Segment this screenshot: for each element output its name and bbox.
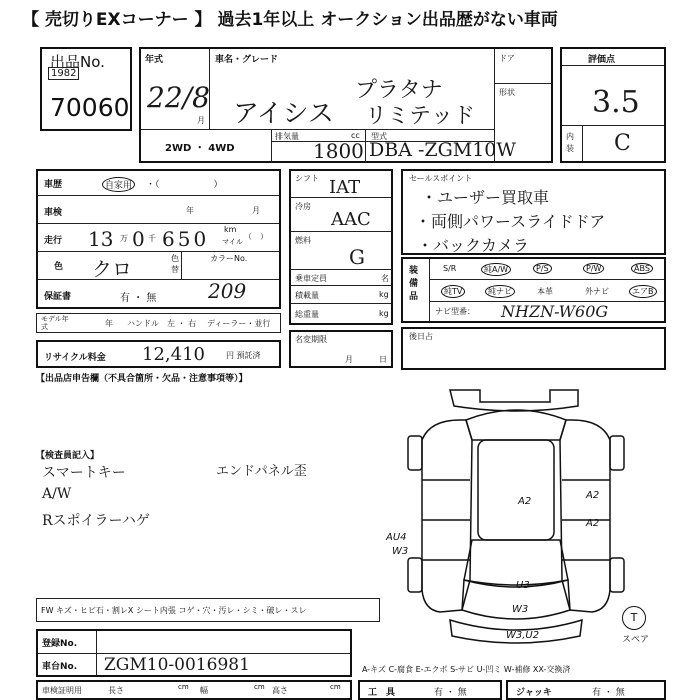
tools-value: 有 ・ 無: [434, 688, 467, 698]
year-label: 年式: [145, 55, 164, 65]
model-label: 車名・グレード: [215, 55, 279, 65]
load-label: 積載量: [295, 291, 319, 300]
namechange-label: 名変期限: [295, 335, 327, 344]
modelyear-label: モデル年式: [41, 315, 69, 331]
equipment-box: [401, 257, 666, 323]
shift-value: IAT: [329, 177, 361, 198]
type-value: DBA -ZGM10W: [369, 139, 516, 161]
spare-label: スペア: [622, 635, 650, 645]
seller-label: 【出品店申告欄（不具合箇所・欠品・注意事項等）】: [36, 374, 248, 384]
namechange-box: [289, 330, 393, 368]
chassis-value: ZGM10-0016981: [104, 655, 250, 675]
history-box: [36, 169, 281, 309]
equip-abs: ABS: [631, 263, 653, 274]
equip-extnavi: 外ナビ: [585, 287, 609, 296]
jack-label: ジャッキ: [516, 688, 552, 698]
year-unit: 月: [197, 116, 205, 125]
color-code-label: カラーNo.: [210, 254, 248, 263]
capacity-unit: 名: [381, 274, 389, 283]
ac-label: 冷房: [295, 202, 311, 211]
inspector-note-2: A/W: [42, 486, 72, 502]
inspection-year: 年: [186, 206, 194, 215]
drive-label: 2WD ・ 4WD: [165, 143, 235, 154]
lot-box: [40, 47, 132, 131]
after-label: 後日占: [409, 332, 433, 341]
inspector-note-3: Rスポイラーハゲ: [42, 513, 150, 529]
equip-ps: P/S: [533, 263, 552, 274]
after-box: [401, 327, 666, 370]
certificate-box: [36, 680, 352, 700]
score-value: 3.5: [592, 85, 640, 120]
interior-value: C: [614, 131, 631, 156]
year-value: 22/8: [147, 81, 210, 114]
inspector-note-right: エンドパネル歪: [216, 464, 307, 479]
equipment-label: 装備品: [409, 266, 419, 302]
recycle-unit: 円 預託済: [226, 351, 261, 360]
inspector-note-1: スマートキー: [42, 465, 126, 481]
color-code: 209: [208, 279, 247, 303]
mark-u3: U3: [516, 580, 530, 591]
cert-cm3: cm: [330, 683, 341, 691]
mileage-man-unit: 万: [120, 234, 128, 243]
recycle-box: [36, 340, 281, 368]
equip-navi: 純ナビ: [485, 285, 515, 298]
lot-label: 出品No.: [50, 53, 105, 71]
score-label: 評価点: [588, 55, 616, 65]
fuel-value: G: [349, 245, 365, 269]
mileage-sen: 千: [148, 234, 156, 243]
score-box: [560, 47, 666, 163]
equip-airbag: エアB: [629, 285, 657, 298]
recycle-label: リサイクル料金: [44, 353, 106, 363]
warranty-value: 有 ・ 無: [120, 293, 157, 304]
equip-sr: S/R: [443, 264, 457, 273]
cert-cm1: cm: [178, 683, 189, 691]
spare-icon: T: [622, 606, 646, 630]
equip-tv: 純TV: [441, 285, 465, 298]
sales-label: セールスポイント: [409, 174, 473, 183]
mark-w3-u2: W3,U2: [506, 630, 540, 641]
history-paren: ・（ ）: [146, 180, 223, 190]
mileage-zero: 0: [132, 227, 145, 251]
color-change-label: 色替: [171, 254, 179, 274]
load-unit: kg: [379, 290, 389, 299]
capacity-label: 乗車定員: [295, 274, 327, 283]
history-label: 車歴: [44, 180, 63, 190]
interior-label: 内装: [566, 132, 574, 153]
mark-a2-center: A2: [518, 496, 532, 507]
shift-label: シフト: [295, 174, 319, 183]
mark-a2-right-1: A2: [586, 490, 600, 501]
equip-aw: 純A/W: [481, 263, 511, 276]
recycle-value: 12,410: [142, 344, 205, 365]
chassis-label: 車台No.: [42, 662, 78, 672]
sales-box: [401, 169, 666, 255]
damage-legend-text: FW キズ・ヒビ石・割レX シート内張 コゲ・穴・汚レ・シミ・破レ・スレ: [41, 606, 307, 615]
weight-unit: kg: [379, 309, 389, 318]
displacement-value: 1800: [313, 139, 364, 163]
color-label: 色: [54, 262, 64, 272]
vehicle-box: [139, 47, 553, 163]
inspector-label: 【検査員記入】: [36, 451, 100, 461]
mileage-km: km: [224, 225, 237, 234]
inspection-label: 車検: [44, 208, 63, 218]
model-name: アイシス: [233, 99, 334, 129]
mileage-man: 13: [88, 227, 114, 251]
sales-line-1: ・ユーザー買取車: [421, 188, 550, 207]
equip-leather: 本革: [537, 287, 553, 296]
mileage-paren: （ ）: [244, 232, 268, 241]
mileage-label: 走行: [44, 236, 63, 246]
ac-value: AAC: [331, 209, 371, 230]
modelyear-year: 年: [105, 319, 113, 328]
type-label: 型式: [371, 132, 387, 141]
namechange-unit: 月: [345, 355, 353, 364]
cert-length: 長さ: [108, 686, 124, 695]
mark-au4: AU4: [386, 532, 407, 543]
modelyear-handle: ハンドル 左 ・ 右: [127, 319, 197, 328]
sales-line-3: ・バックカメラ: [417, 236, 530, 255]
mark-w3-rear: W3: [512, 604, 529, 615]
displacement-label: 排気量: [275, 132, 299, 141]
car-diagram: [386, 380, 660, 650]
mileage-rest: 650: [162, 227, 210, 251]
certificate-label: 車検証明用: [42, 686, 82, 695]
tools-label: 工 具: [368, 688, 396, 698]
inspection-month: 月: [252, 206, 260, 215]
legend2-text: A-キズ C-腐食 E-エクボ S-サビ U-凹ミ W-補修 XX-交換済: [362, 665, 571, 674]
model-grade1: プラタナ: [355, 78, 443, 103]
damage-legend-row: [36, 598, 380, 622]
tools-box: [358, 680, 502, 700]
register-box: [36, 629, 352, 677]
cert-height: 高さ: [272, 686, 288, 695]
model-grade2: リミテッド: [365, 104, 476, 129]
modelyear-row: [36, 313, 281, 333]
register-label: 登録No.: [42, 639, 78, 649]
navi-label: ナビ型番：: [435, 307, 475, 316]
navi-value: NHZN-W60G: [501, 302, 609, 321]
mark-w3-left: W3: [392, 546, 409, 557]
jack-box: [506, 680, 666, 700]
color-value: クロ: [92, 257, 132, 281]
cert-cm2: cm: [254, 683, 265, 691]
header-title: 【 売切りEXコーナー 】 過去1年以上 オークション出品歴がない車両: [22, 10, 558, 30]
modelyear-dealer: ディーラー・並行: [207, 319, 271, 328]
equip-pw: P/W: [583, 263, 604, 274]
warranty-label: 保証書: [44, 292, 72, 302]
shape-label: 形状: [499, 88, 515, 97]
mileage-mile: マイル: [222, 238, 243, 246]
cert-width: 幅: [200, 686, 208, 695]
displacement-unit: cc: [351, 131, 360, 140]
weight-label: 総重量: [295, 310, 319, 319]
doors-label: ドア: [499, 54, 515, 63]
fuel-label: 燃料: [295, 236, 311, 245]
lot-number: 70060: [50, 93, 130, 122]
lot-sub: 1982: [48, 67, 79, 80]
sales-line-2: ・両側パワースライドドア: [415, 212, 606, 231]
namechange-day: 日: [379, 355, 387, 364]
history-value: 自家用: [102, 177, 135, 192]
header-bar: [0, 0, 700, 30]
mark-a2-right-2: A2: [586, 518, 600, 529]
jack-value: 有 ・ 無: [592, 688, 625, 698]
spec-box: [289, 169, 393, 325]
